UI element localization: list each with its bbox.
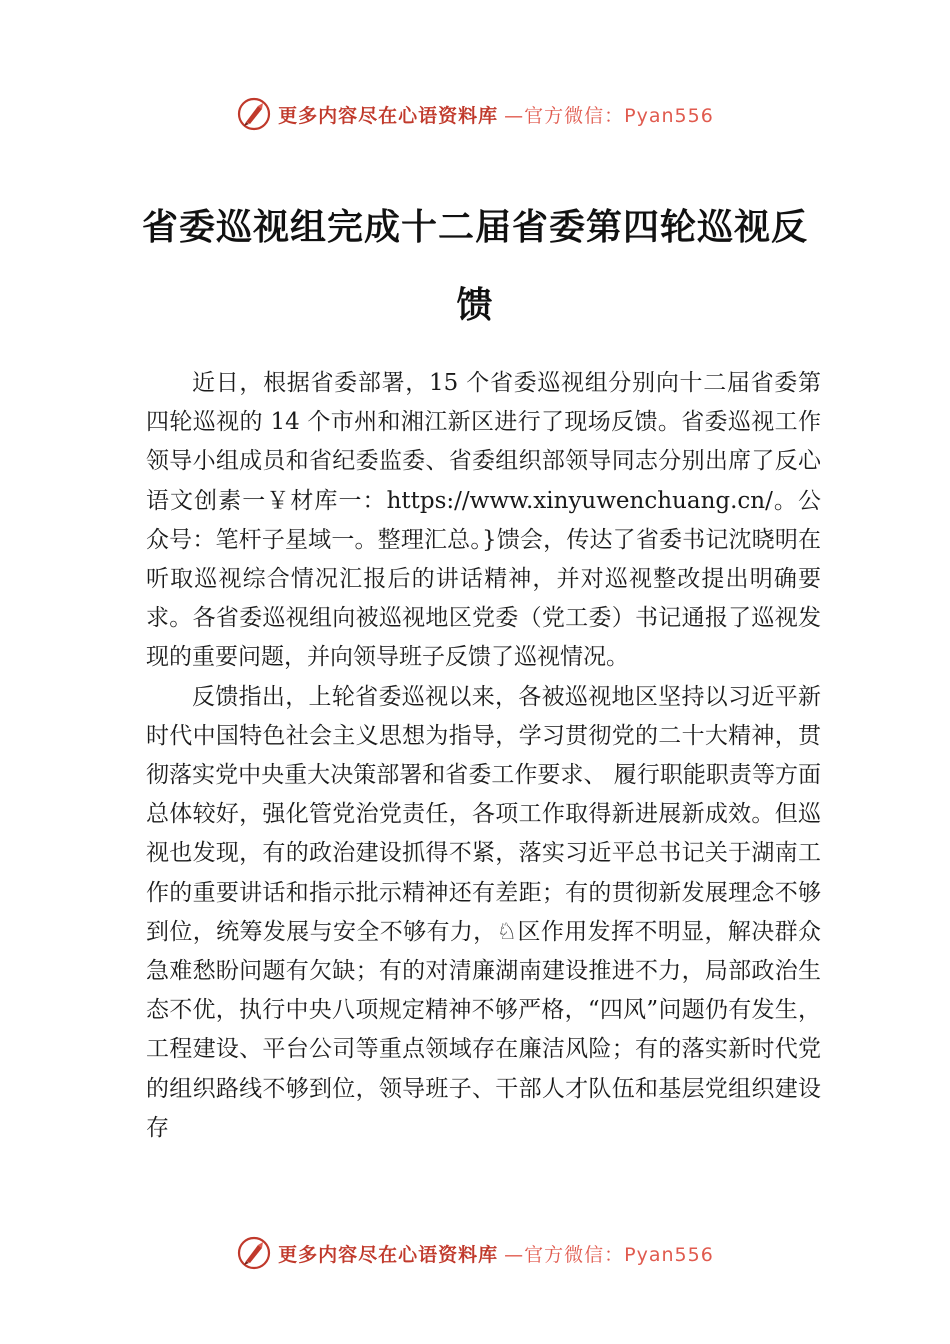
header-wechat-text: —官方微信：Pyan556	[504, 104, 714, 127]
quill-seal-icon	[236, 1235, 272, 1271]
quill-seal-icon	[236, 96, 272, 132]
header-brand-text: 更多内容尽在心语资料库	[278, 104, 499, 127]
footer-brand-text: 更多内容尽在心语资料库	[278, 1243, 499, 1266]
document-body	[146, 364, 821, 1148]
document-title: 省委巡视组完成十二届省委第四轮巡视反馈	[141, 206, 808, 326]
paragraph: 反馈指出，上轮省委巡视以来，各被巡视地区坚持以习近平新时代中国特色社会主义思想为指导，学习贯彻党的二十大精神，贯彻落实党中央重大决策部署和省委工作要求、 履行职能职责等方面总体较好，强化管党治党责任，各项工作取得新进展新成效。但巡视也发现，有的政治建设抓得不紧，落实习近平总书记关于湖南工作的重要讲话和指示批示精神还有差距；有的贯彻新发展理念不够到位，统筹发展与安全不够有力，♘区作用发挥不明显，解决群众急难愁盼问题有欠缺；有的对清廉湖南建设推进不力，局部政治生态不优，执行中央八项规定精神不够严格，“四风”问题仍有发生，工程建设、平台公司等重点领域存在廉洁风险；有的落实新时代党的组织路线不够到位，领导班子、干部人才队伍和基层党组织建设存	[146, 683, 821, 1141]
paragraph: 近日，根据省委部署，15 个省委巡视组分别向十二届省委第四轮巡视的 14 个市州和湘江新区进行了现场反馈。省委巡视工作领导小组成员和省纪委监委、省委组织部领导同志分别出席了反心语文创素一￥材库一：https://www.xinyuwenchuang.cn/。公众号：笔杆子星域一。整理汇总。}馈会，传达了省委书记沈晓明在听取巡视综合情况汇报后的讲话精神，并对巡视整改提出明确要求。各省委巡视组向被巡视地区党委（党工委）书记通报了巡视发现的重要问题，并向领导班子反馈了巡视情况。	[146, 370, 821, 671]
footer-wechat-text: —官方微信：Pyan556	[504, 1243, 714, 1266]
footer-banner	[0, 1231, 950, 1275]
header-banner	[0, 92, 950, 136]
